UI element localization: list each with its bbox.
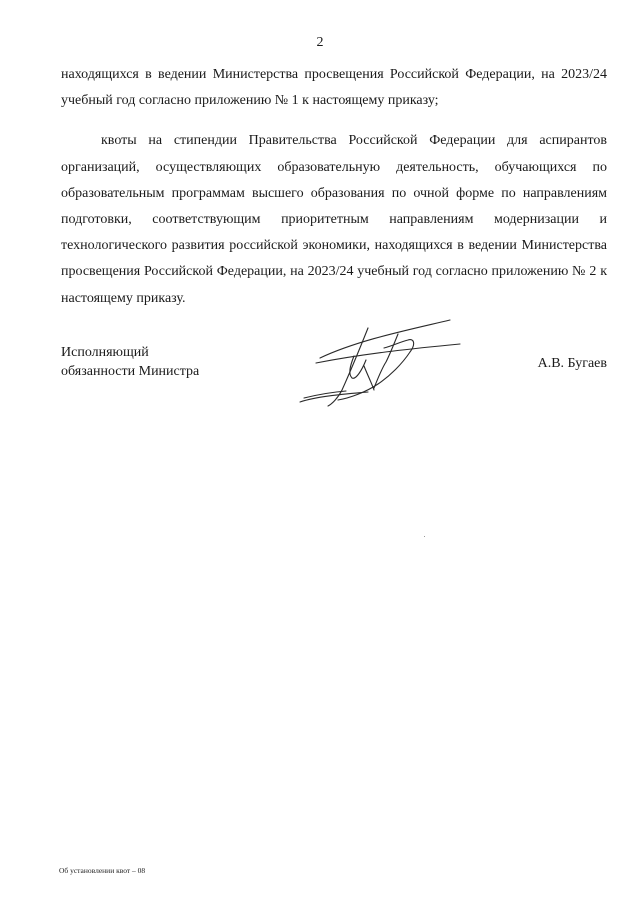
signer-name: А.В. Бугаев xyxy=(537,356,607,371)
signer-title-line-1: Исполняющий xyxy=(61,345,149,360)
page-number: 2 xyxy=(316,35,324,50)
handwritten-signature xyxy=(298,318,463,408)
scan-artifact xyxy=(424,536,425,537)
footer-document-code: Об установлении квот – 08 xyxy=(59,866,146,875)
signer-title xyxy=(61,343,199,381)
paragraph-quotas: квоты на стипендии Правительства Российской Федерации для аспирантов организаций, осуществляющих образовательную деятельность, обучающихся по образовательным программам высшего образования по очной форме по направлениям подготовки, соответствующим приоритетным направлениям модернизации и технологического развития российской экономики, находящихся в ведении Министерства просвещения Российской Федерации, на 2023/24 учебный год согласно приложению № 2 к настоящему приказу. xyxy=(61,133,607,306)
signer-title-line-2: обязанности Министра xyxy=(61,364,200,379)
document-body xyxy=(61,62,607,326)
paragraph-continuation: находящихся в ведении Министерства просвещения Российской Федерации, на 2023/24 учебный год согласно приложению № 1 к настоящему приказу; xyxy=(61,67,607,109)
